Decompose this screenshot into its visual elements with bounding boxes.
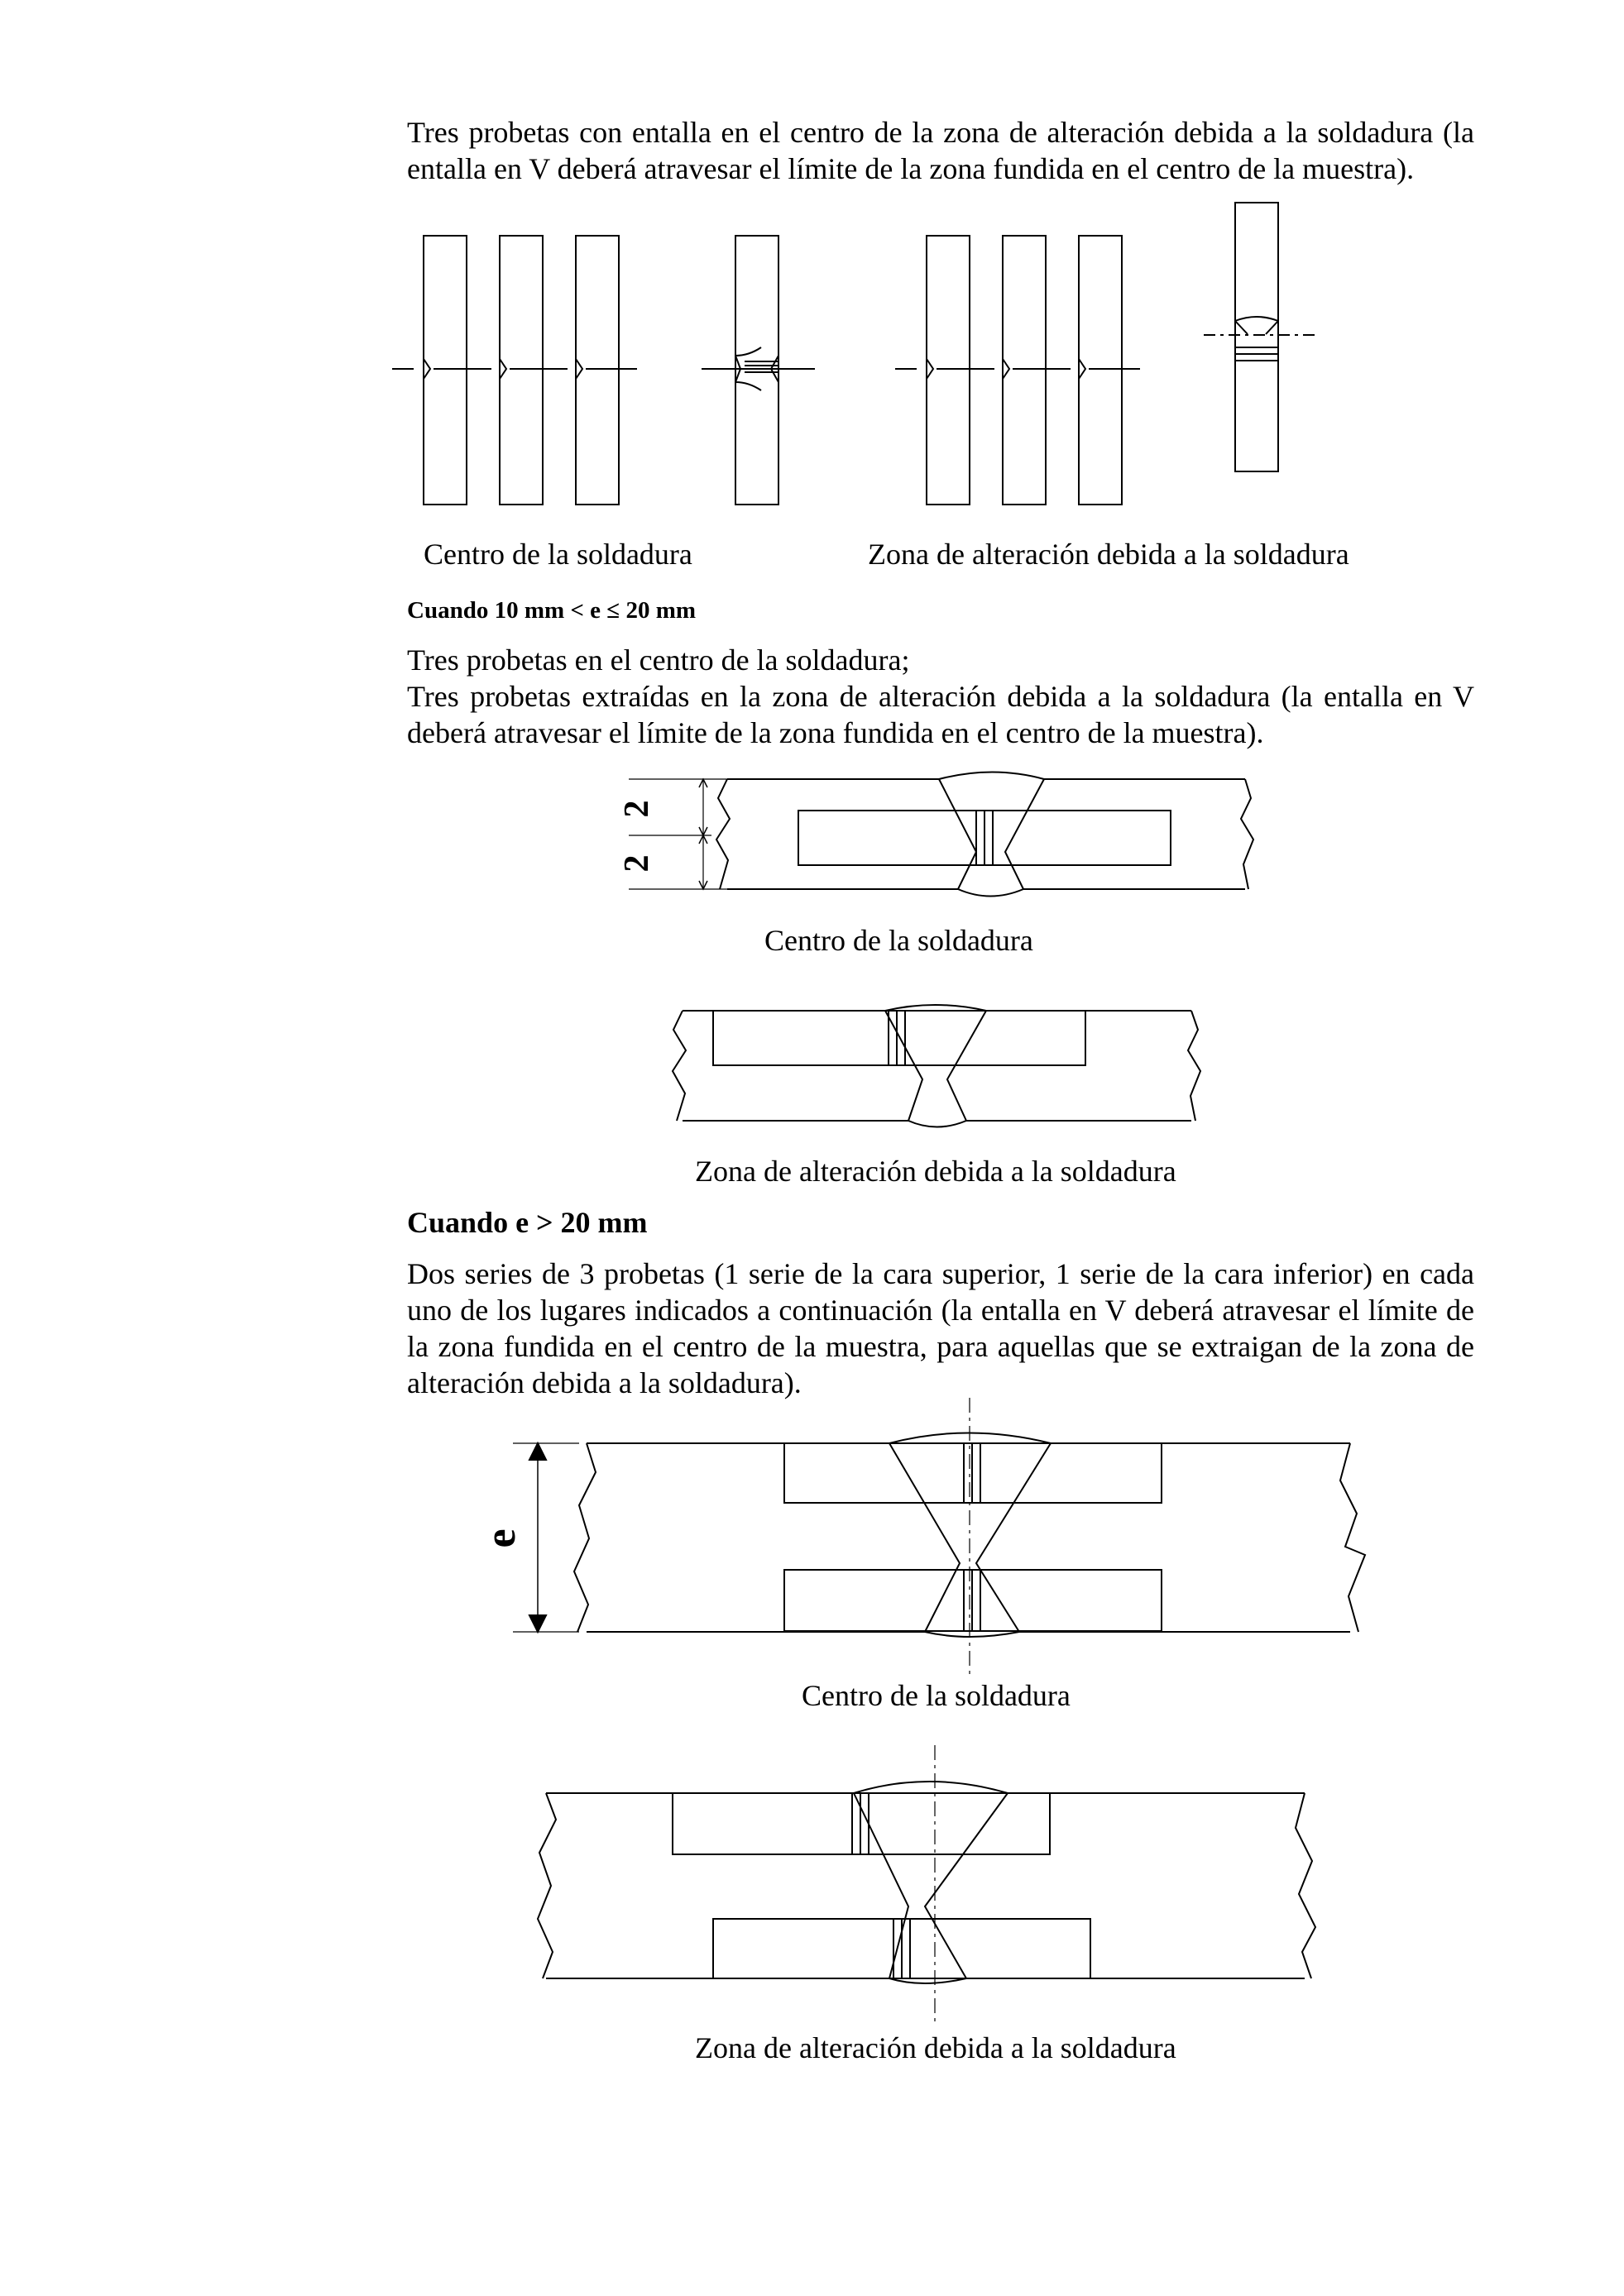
fig1-caption-left: Centro de la soldadura	[424, 538, 692, 571]
fig3b-caption: Zona de alteración debida a la soldadura	[695, 2031, 1176, 2064]
fig2a-caption: Centro de la soldadura	[764, 924, 1033, 957]
section-heading-10-20: Cuando 10 mm < e ≤ 20 mm	[407, 597, 697, 624]
fig3a-caption: Centro de la soldadura	[802, 1679, 1071, 1712]
section2-line2: Tres probetas extraídas en la zona de alteración debida a la soldadura (la entalla en V deberá atravesar el límite de la zona fundida en el centro de la muestra).	[407, 680, 1474, 749]
dimension-label-2-top: 2	[618, 800, 656, 818]
intro-paragraph: Tres probetas con entalla en el centro de la zona de alteración debida a la soldadura (la entalla en V deberá atravesar el límite de la zona fundida en el centro de la muestra).	[407, 116, 1474, 185]
dimension-label-2-bottom: 2	[618, 854, 656, 873]
fig2b-caption: Zona de alteración debida a la soldadura	[695, 1155, 1176, 1188]
section2-line1: Tres probetas en el centro de la soldadura;	[407, 643, 910, 677]
section-heading-over-20: Cuando e > 20 mm	[407, 1206, 648, 1239]
fig1-caption-right: Zona de alteración debida a la soldadura	[868, 538, 1349, 571]
dimension-label-e: e	[477, 1528, 525, 1548]
section3-paragraph: Dos series de 3 probetas (1 serie de la cara superior, 1 serie de la cara inferior) en cada uno de los lugares indicados a continuación (la entalla en V deberá atravesar el límite de la zona fundida en el centro de la muestra, para aquellas que se extraigan de la zona de alteración debida a la soldadura).	[407, 1257, 1474, 1399]
